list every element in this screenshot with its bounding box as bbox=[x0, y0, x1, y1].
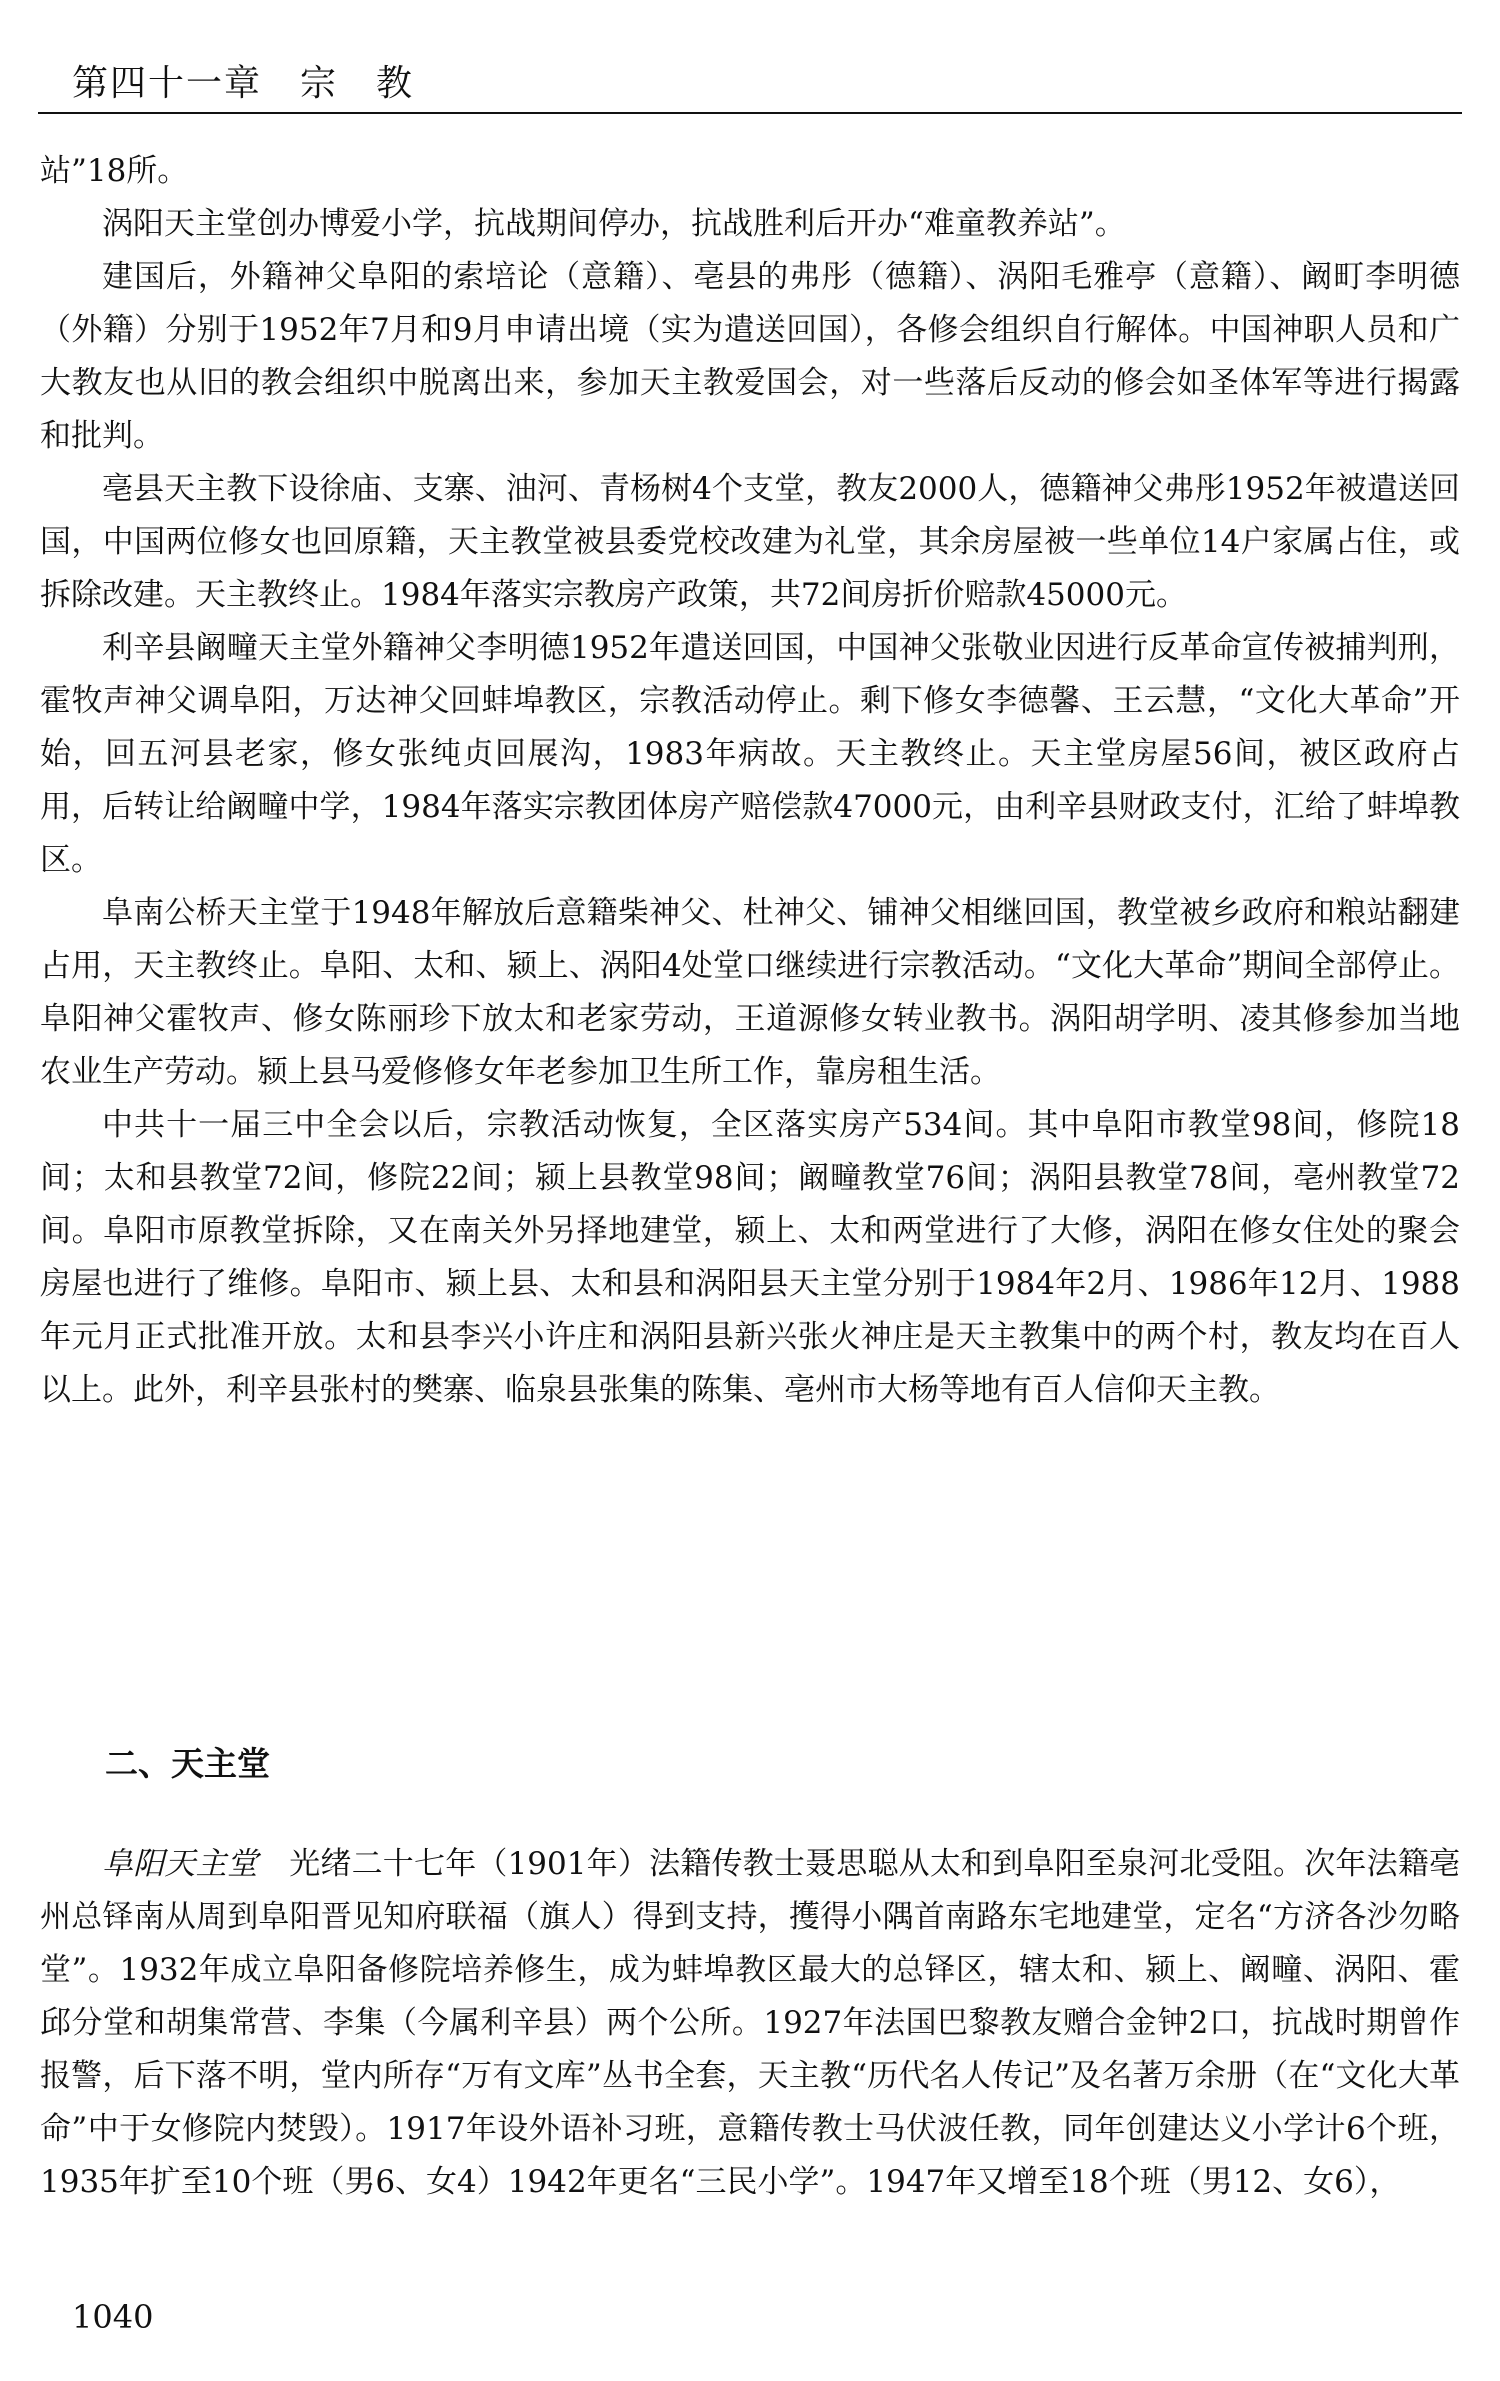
header-divider bbox=[38, 112, 1462, 114]
paragraph: 阜南公桥天主堂于1948年解放后意籍柴神父、杜神父、铺神父相继回国，教堂被乡政府和粮站翻建占用，天主教终止。阜阳、太和、颍上、涡阳4处堂口继续进行宗教活动。“文化大革命”期间全部停止。阜阳神父霍牧声、修女陈丽珍下放太和老家劳动，王道源修女转业教书。涡阳胡学明、凌其修参加当地农业生产劳动。颍上县马爱修修女年老参加卫生所工作，靠房租生活。 bbox=[40, 895, 1460, 1090]
page-number: 1040 bbox=[72, 2298, 154, 2336]
entry-lead: 阜阳天主堂 bbox=[102, 1846, 258, 1882]
entry-text: 光绪二十七年（1901年）法籍传教士聂思聪从太和到阜阳至泉河北受阻。次年法籍亳州总铎南从周到阜阳晋见知府联福（旗人）得到支持，擭得小隅首南路东宅地建堂，定名“方济各沙勿略堂”。1932年成立阜阳备修院培养修生，成为蚌埠教区最大的总铎区，辖太和、颍上、阚疃、涡阳、霍邱分堂和胡集常营、李集（今属利辛县）两个公所。1927年法国巴黎教友赠合金钟2口，抗战时期曾作报警，后下落不明，堂内所存“万有文库”丛书全套，天主教“历代名人传记”及名著万余册（在“文化大革命”中于女修院内焚毁）。1917年设外语补习班，意籍传教士马伏波任教，同年创建达义小学计6个班，1935年扩至10个班（男6、女4）1942年更名“三民小学”。1947年又增至18个班（男12、女6）， bbox=[40, 1846, 1461, 2200]
paragraph: 利辛县阚疃天主堂外籍神父李明德1952年遣送回国，中国神父张敬业因进行反革命宣传被捕判刑，霍牧声神父调阜阳，万达神父回蚌埠教区，宗教活动停止。剩下修女李德馨、王云慧，“文化大革命”开始，回五河县老家，修女张纯贞回展沟，1983年病故。天主教终止。天主堂房屋56间，被区政府占用，后转让给阚疃中学，1984年落实宗教团体房产赔偿款47000元，由利辛县财政支付，汇给了蚌埠教区。 bbox=[40, 630, 1460, 878]
paragraph: 涡阳天主堂创办博爱小学，抗战期间停办，抗战胜利后开办“难童教养站”。 bbox=[102, 206, 1126, 242]
body-text bbox=[40, 145, 1460, 1417]
paragraph: 亳县天主教下设徐庙、支寨、油河、青杨树4个支堂，教友2000人，德籍神父弗彤1952年被遣送回国，中国两位修女也回原籍，天主教堂被县委党校改建为礼堂，其余房屋被一些单位14户家属占住，或拆除改建。天主教终止。1984年落实宗教房产政策，共72间房折价赔款45000元。 bbox=[40, 471, 1460, 613]
paragraph: 站”18所。 bbox=[40, 153, 189, 189]
chapter-header: 第四十一章 宗 教 bbox=[72, 63, 415, 104]
paragraph: 建国后，外籍神父阜阳的索培论（意籍）、亳县的弗彤（德籍）、涡阳毛雅亭（意籍）、阚町李明德（外籍）分别于1952年7月和9月申请出境（实为遣送回国），各修会组织自行解体。中国神职人员和广大教友也从旧的教会组织中脱离出来，参加天主教爱国会，对一些落后反动的修会如圣体军等进行揭露和批判。 bbox=[40, 259, 1460, 454]
paragraph bbox=[40, 1838, 1460, 2209]
section-body bbox=[40, 1838, 1460, 2209]
section-heading: 二、天主堂 bbox=[105, 1744, 270, 1783]
paragraph: 中共十一届三中全会以后，宗教活动恢复，全区落实房产534间。其中阜阳市教堂98间，修院18间；太和县教堂72间，修院22间；颍上县教堂98间；阚疃教堂76间；涡阳县教堂78间，亳州教堂72间。阜阳市原教堂拆除，又在南关外另择地建堂，颍上、太和两堂进行了大修，涡阳在修女住处的聚会房屋也进行了维修。阜阳市、颍上县、太和县和涡阳县天主堂分别于1984年2月、1986年12月、1988年元月正式批准开放。太和县李兴小许庄和涡阳县新兴张火神庄是天主教集中的两个村，教友均在百人以上。此外，利辛县张村的樊寨、临泉县张集的陈集、亳州市大杨等地有百人信仰天主教。 bbox=[40, 1107, 1460, 1408]
